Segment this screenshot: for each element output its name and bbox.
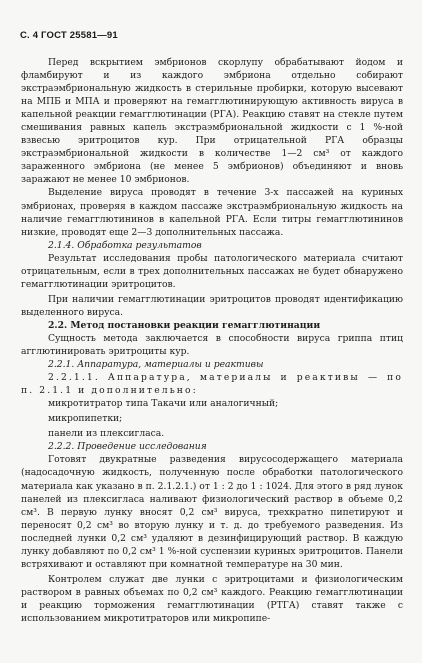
paragraph: Выделение вируса проводят в течение 3-х пассажей на куриных эмбрионах, проверяя в каждом пассаже экстраэмбриональную жидкость на наличие гемагглютининов в капельной РГА. Если титры гемагглютининов низкие, проводят еще 2—3 дополнительных пассажа. xyxy=(21,187,403,238)
paragraph: микропипетки; xyxy=(48,413,123,425)
paragraph: При наличии гемагглютинации эритроцитов проводят идентификацию выделенного вируса. xyxy=(21,293,403,318)
paragraph: 2.2.1.1. Аппаратура, материалы и реактивы — по п. 2.1.1 и дополнительно: xyxy=(21,372,403,397)
paragraph: микротитратор типа Такачи или аналогичный; xyxy=(48,398,279,410)
page-header: С. 4 ГОСТ 25581—91 xyxy=(20,30,118,41)
paragraph: Перед вскрытием эмбрионов скорлупу обрабатывают йодом и фламбируют и из каждого эмбриона отдельно собирают экстраэмбриональную жидкость в стерильные пробирки, которую высевают на МПБ и МПА и проверяют на гемагглютинирующую активность вируса в капельной реакции гемагглютинации (РГА). Реакцию ставят на стекле путем смешивания равных капель экстраэмбриональной жидкости с 1 %-ной взвесью эритроцитов кур. При отрицательной РГА образцы экстраэмбриональной жидкости в количестве 1—2 см³ от каждого зараженного эмбриона (не менее 5 эмбрионов) объединяют и вновь заражают не менее 10 эмбрионов. xyxy=(21,57,403,186)
paragraph: 2.2.2. Проведение исследования xyxy=(48,441,207,453)
paragraph: Готовят двукратные разведения вирусосодержащего материала (надосадочную жидкость, полученную после обработки патологического материала как указано в п. 2.1.2.1.) от 1 : 2 до 1 : 1024. Для этого в ряд лунок панелей из плексигласа наливают физиологический раствор в объеме 0,2 см³. В первую лунку вносят 0,2 см³ вируса, трехкратно пипетируют и переносят 0,2 см³ во вторую лунку и т. д. до требуемого разведения. Из последней лунки 0,2 см³ удаляют в дезинфицирующий раствор. В каждую лунку добавляют по 0,2 см³ 1 %-ной суспензии куриных эритроцитов. Панели встряхивают и оставляют при комнатной температуре на 30 мин. xyxy=(21,454,403,570)
paragraph: Сущность метода заключается в способности вируса гриппа птиц агглютинировать эритроциты кур. xyxy=(21,332,403,358)
paragraph: 2.2.1. Аппаратура, материалы и реактивы xyxy=(48,359,264,371)
paragraph: 2.2. Метод постановки реакции гемагглютинации xyxy=(48,319,321,331)
paragraph: Контролем служат две лунки с эритроцитами и физиологическим раствором в равных объемах по 0,2 см³ каждого. Реакцию гемагглютинации и реакцию торможения гемагглютинации (РТГА) ставят также с использованием микротитраторов или микропипе- xyxy=(21,573,403,624)
paragraph: панели из плексигласа. xyxy=(48,428,165,440)
document-body xyxy=(21,56,403,625)
paragraph: Результат исследования пробы патологического материала считают отрицательным, если в трех дополнительных пассажах не будет обнаружено гемагглютинации эритроцитов. xyxy=(21,252,403,290)
paragraph: 2.1.4. Обработка результатов xyxy=(48,239,202,251)
